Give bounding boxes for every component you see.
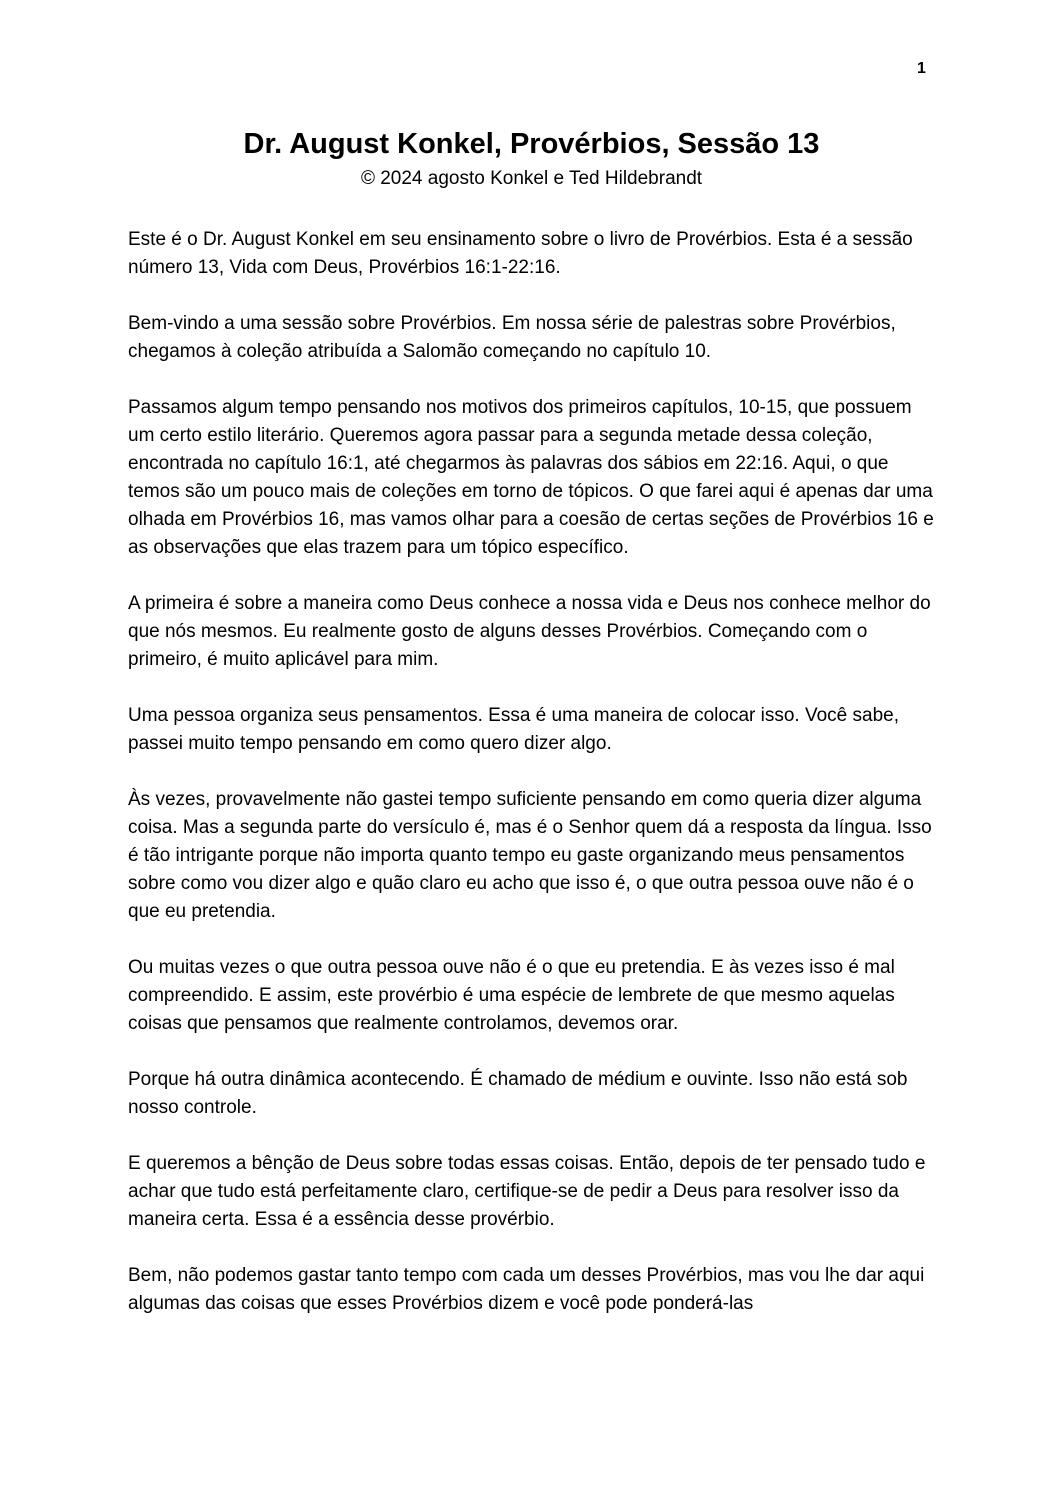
- page-title: Dr. August Konkel, Provérbios, Sessão 13: [243, 128, 820, 160]
- paragraph: E queremos a bênção de Deus sobre todas essas coisas. Então, depois de ter pensado tudo e achar que tudo está perfeitamente claro, certifique-se de pedir a Deus para resolver isso da maneira certa. Essa é a essência desse provérbio.: [128, 1153, 926, 1231]
- copyright-line: © 2024 agosto Konkel e Ted Hildebrandt: [360, 168, 703, 190]
- paragraph: Passamos algum tempo pensando nos motivos dos primeiros capítulos, 10-15, que possuem um certo estilo literário. Queremos agora passar para a segunda metade dessa coleção, encontrada no capítulo 16:1, até chegarmos às palavras dos sábios em 22:16. Aqui, o que temos são um pouco mais de coleções em torno de tópicos. O que farei aqui é apenas dar uma olhada em Provérbios 16, mas vamos olhar para a coesão de certas seções de Provérbios 16 e as observações que elas trazem para um tópico específico.: [128, 397, 934, 559]
- paragraph: Bem-vindo a uma sessão sobre Provérbios. Em nossa série de palestras sobre Provérbios, chegamos à coleção atribuída a Salomão começando no capítulo 10.: [128, 313, 896, 363]
- paragraph: Às vezes, provavelmente não gastei tempo suficiente pensando em como queria dizer alguma coisa. Mas a segunda parte do versículo é, mas é o Senhor quem dá a resposta da língua. Isso é tão intrigante porque não importa quanto tempo eu gaste organizando meus pensamentos sobre como vou dizer algo e quão claro eu acho que isso é, o que outra pessoa ouve não é o que eu pretendia.: [128, 789, 932, 923]
- paragraph: Ou muitas vezes o que outra pessoa ouve não é o que eu pretendia. E às vezes isso é mal compreendido. E assim, este provérbio é uma espécie de lembrete de que mesmo aquelas coisas que pensamos que realmente controlamos, devemos orar.: [128, 957, 895, 1035]
- paragraph: A primeira é sobre a maneira como Deus conhece a nossa vida e Deus nos conhece melhor do que nós mesmos. Eu realmente gosto de alguns desses Provérbios. Começando com o primeiro, é muito aplicável para mim.: [128, 593, 931, 671]
- document-content: [128, 128, 935, 1346]
- paragraph: Bem, não podemos gastar tanto tempo com cada um desses Provérbios, mas vou lhe dar aqui algumas das coisas que esses Provérbios dizem e você pode ponderá-las: [128, 1265, 925, 1315]
- paragraph: Este é o Dr. August Konkel em seu ensinamento sobre o livro de Provérbios. Esta é a sessão número 13, Vida com Deus, Provérbios 16:1-22:16.: [128, 229, 913, 279]
- paragraph: Uma pessoa organiza seus pensamentos. Essa é uma maneira de colocar isso. Você sabe, passei muito tempo pensando em como quero dizer algo.: [128, 705, 899, 755]
- page-number: 1: [917, 60, 926, 77]
- paragraph: Porque há outra dinâmica acontecendo. É chamado de médium e ouvinte. Isso não está sob nosso controle.: [128, 1069, 908, 1119]
